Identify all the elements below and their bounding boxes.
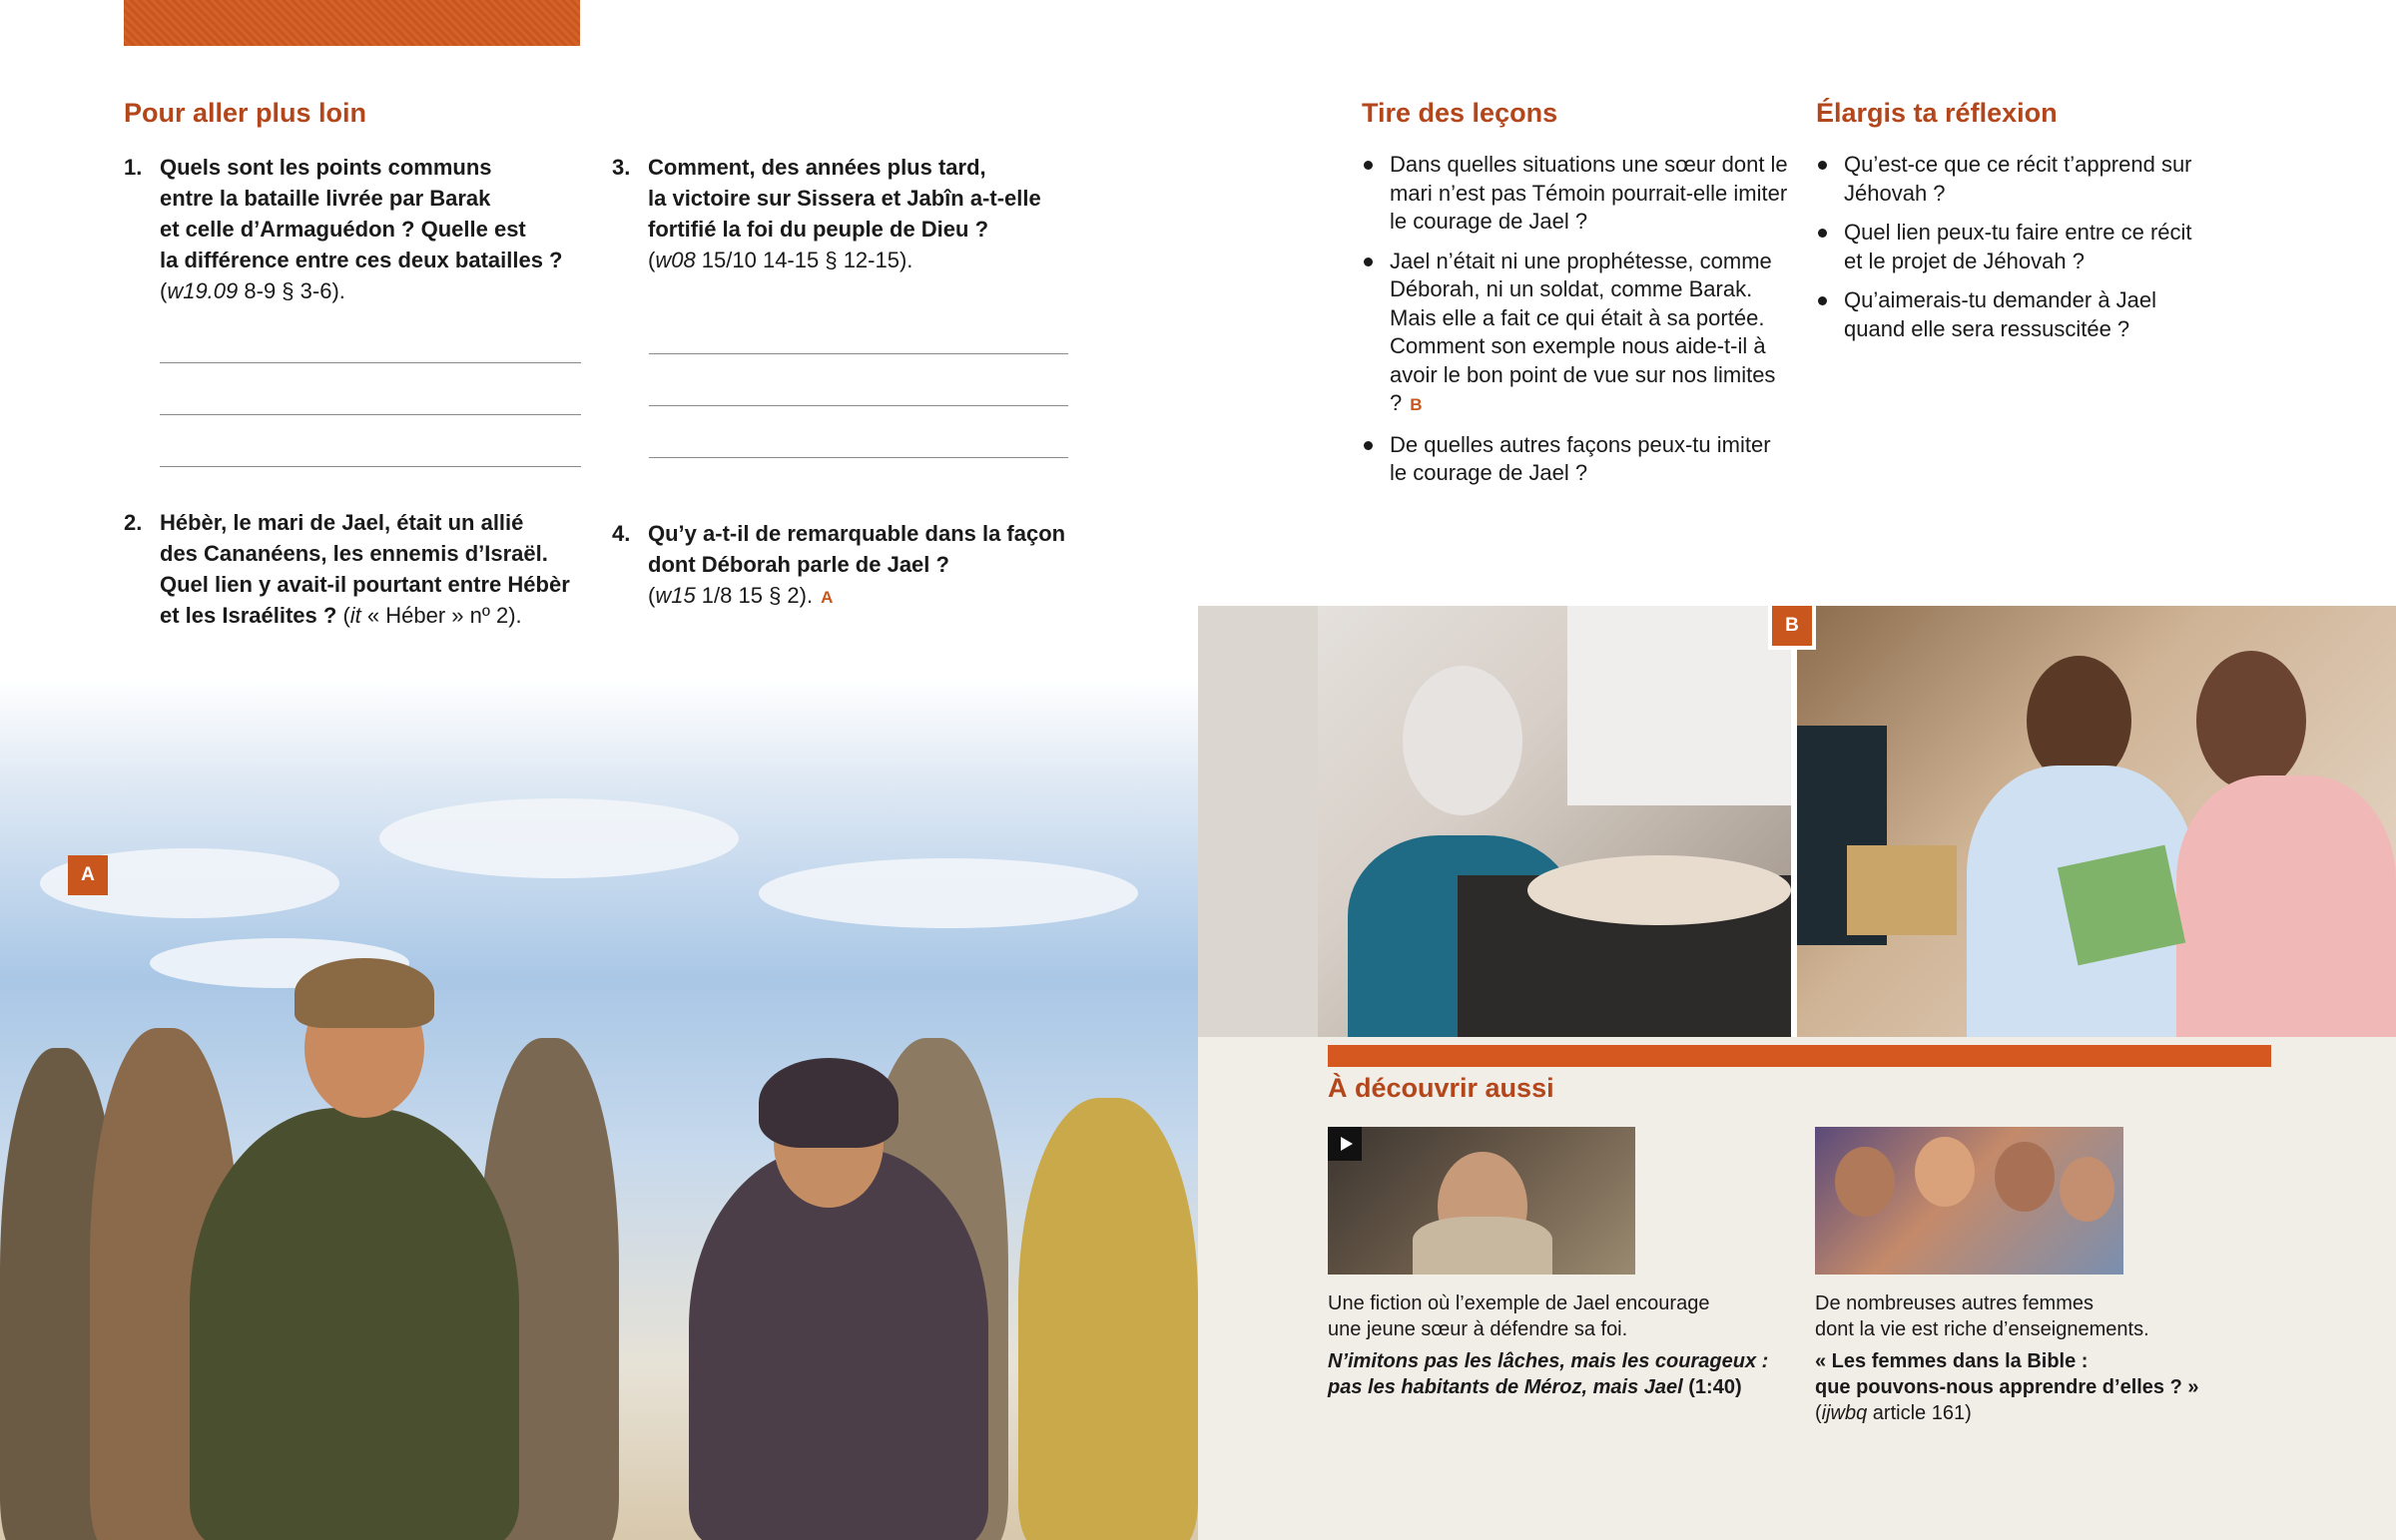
section-heading-further: Pour aller plus loin bbox=[124, 98, 367, 128]
illustration-celebration bbox=[0, 679, 1198, 1540]
article-reference: (ijwbq article 161) bbox=[1815, 1402, 1972, 1424]
top-accent-bar bbox=[124, 0, 580, 46]
question-reference: (w19.09 8-9 § 3-6). bbox=[160, 278, 345, 303]
list-item: De quelles autres façons peux-tu imiter le courage de Jael ? bbox=[1362, 431, 1791, 488]
question-text: Comment, des années plus tard, la victoire sur Sissera et Jabîn a-t-elle fortifié la foi du peuple de Dieu ? bbox=[648, 155, 1041, 242]
list-item: Qu’est-ce que ce récit t’apprend sur Jéhovah ? bbox=[1816, 151, 2195, 208]
video-thumbnail[interactable] bbox=[1328, 1127, 1635, 1275]
article-title[interactable]: « Les femmes dans la Bible : bbox=[1815, 1350, 2089, 1372]
question-number: 2. bbox=[124, 510, 143, 535]
discover-item-video: Une fiction où l’exemple de Jael encourage une jeune sœur à défendre sa foi. N’imitons pas les lâches, mais les courageux : pas les habitants de Méroz, mais Jael (1:40) bbox=[1328, 1290, 1787, 1400]
question-1 bbox=[124, 152, 603, 306]
photo-couple-studying bbox=[1797, 606, 2396, 1037]
lessons-list bbox=[1362, 151, 1791, 499]
question-text: Quels sont les points communs entre la bataille livrée par Barak et celle d’Armaguédon ? Quelle est la différence entre ces deux batailles ? bbox=[160, 155, 563, 272]
question-text: Hébèr, le mari de Jael, était un allié des Cananéens, les ennemis d’Israël. Quel lien y avait-il pourtant entre Hébèr et les Israélites ? (it « Héber » nº 2). bbox=[160, 510, 570, 628]
question-4 bbox=[612, 518, 1091, 613]
answer-line[interactable] bbox=[649, 457, 1068, 458]
answer-line[interactable] bbox=[160, 362, 581, 363]
play-icon[interactable] bbox=[1328, 1127, 1362, 1161]
question-number: 4. bbox=[612, 521, 631, 546]
question-number: 1. bbox=[124, 155, 143, 180]
list-item: Jael n’était ni une prophétesse, comme Déborah, ni un soldat, comme Barak. Mais elle a fait ce qui était à sa portée. Comment son exemple nous aide-t-il à avoir le bon point de vue sur nos limites ? B bbox=[1362, 248, 1791, 420]
section-heading-reflect: Élargis ta réflexion bbox=[1816, 98, 2058, 128]
answer-line[interactable] bbox=[649, 405, 1068, 406]
question-reference: (w08 15/10 14-15 § 12-15). bbox=[648, 248, 913, 272]
discover-item-article: De nombreuses autres femmes dont la vie est riche d’enseignements. « Les femmes dans la Bible : que pouvons-nous apprendre d’elles ? » (ijwbq article 161) bbox=[1815, 1290, 2274, 1426]
question-3 bbox=[612, 152, 1091, 275]
article-title[interactable]: que pouvons-nous apprendre d’elles ? » bbox=[1815, 1376, 2199, 1398]
section-heading-lessons: Tire des leçons bbox=[1362, 98, 1558, 128]
answer-line[interactable] bbox=[649, 353, 1068, 354]
image-badge-a: A bbox=[68, 855, 108, 895]
list-item: Dans quelles situations une sœur dont le mari n’est pas Témoin pourrait-elle imiter le courage de Jael ? bbox=[1362, 151, 1791, 237]
discover-panel bbox=[1198, 1037, 2396, 1540]
answer-line[interactable] bbox=[160, 466, 581, 467]
section-heading-discover: À découvrir aussi bbox=[1328, 1073, 1554, 1103]
video-title[interactable]: N’imitons pas les lâches, mais les courageux : bbox=[1328, 1350, 1769, 1372]
reflect-list bbox=[1816, 151, 2195, 354]
image-tag-b[interactable]: B bbox=[1410, 395, 1423, 414]
photo-woman-writing-letter bbox=[1198, 606, 1791, 1037]
question-2 bbox=[124, 507, 603, 631]
list-item: Qu’aimerais-tu demander à Jael quand elle sera ressuscitée ? bbox=[1816, 286, 2195, 343]
discover-accent-bar bbox=[1328, 1045, 2271, 1067]
question-number: 3. bbox=[612, 155, 631, 180]
list-item: Quel lien peux-tu faire entre ce récit et le projet de Jéhovah ? bbox=[1816, 219, 2195, 275]
video-title[interactable]: pas les habitants de Méroz, mais Jael (1:40) bbox=[1328, 1376, 1742, 1398]
question-text: Qu’y a-t-il de remarquable dans la façon dont Déborah parle de Jael ? bbox=[648, 521, 1066, 577]
question-reference: (w15 1/8 15 § 2). A bbox=[648, 583, 834, 608]
answer-line[interactable] bbox=[160, 414, 581, 415]
article-thumbnail[interactable] bbox=[1815, 1127, 2123, 1275]
image-badge-b: B bbox=[1772, 606, 1812, 646]
image-tag-a[interactable]: A bbox=[821, 588, 834, 607]
